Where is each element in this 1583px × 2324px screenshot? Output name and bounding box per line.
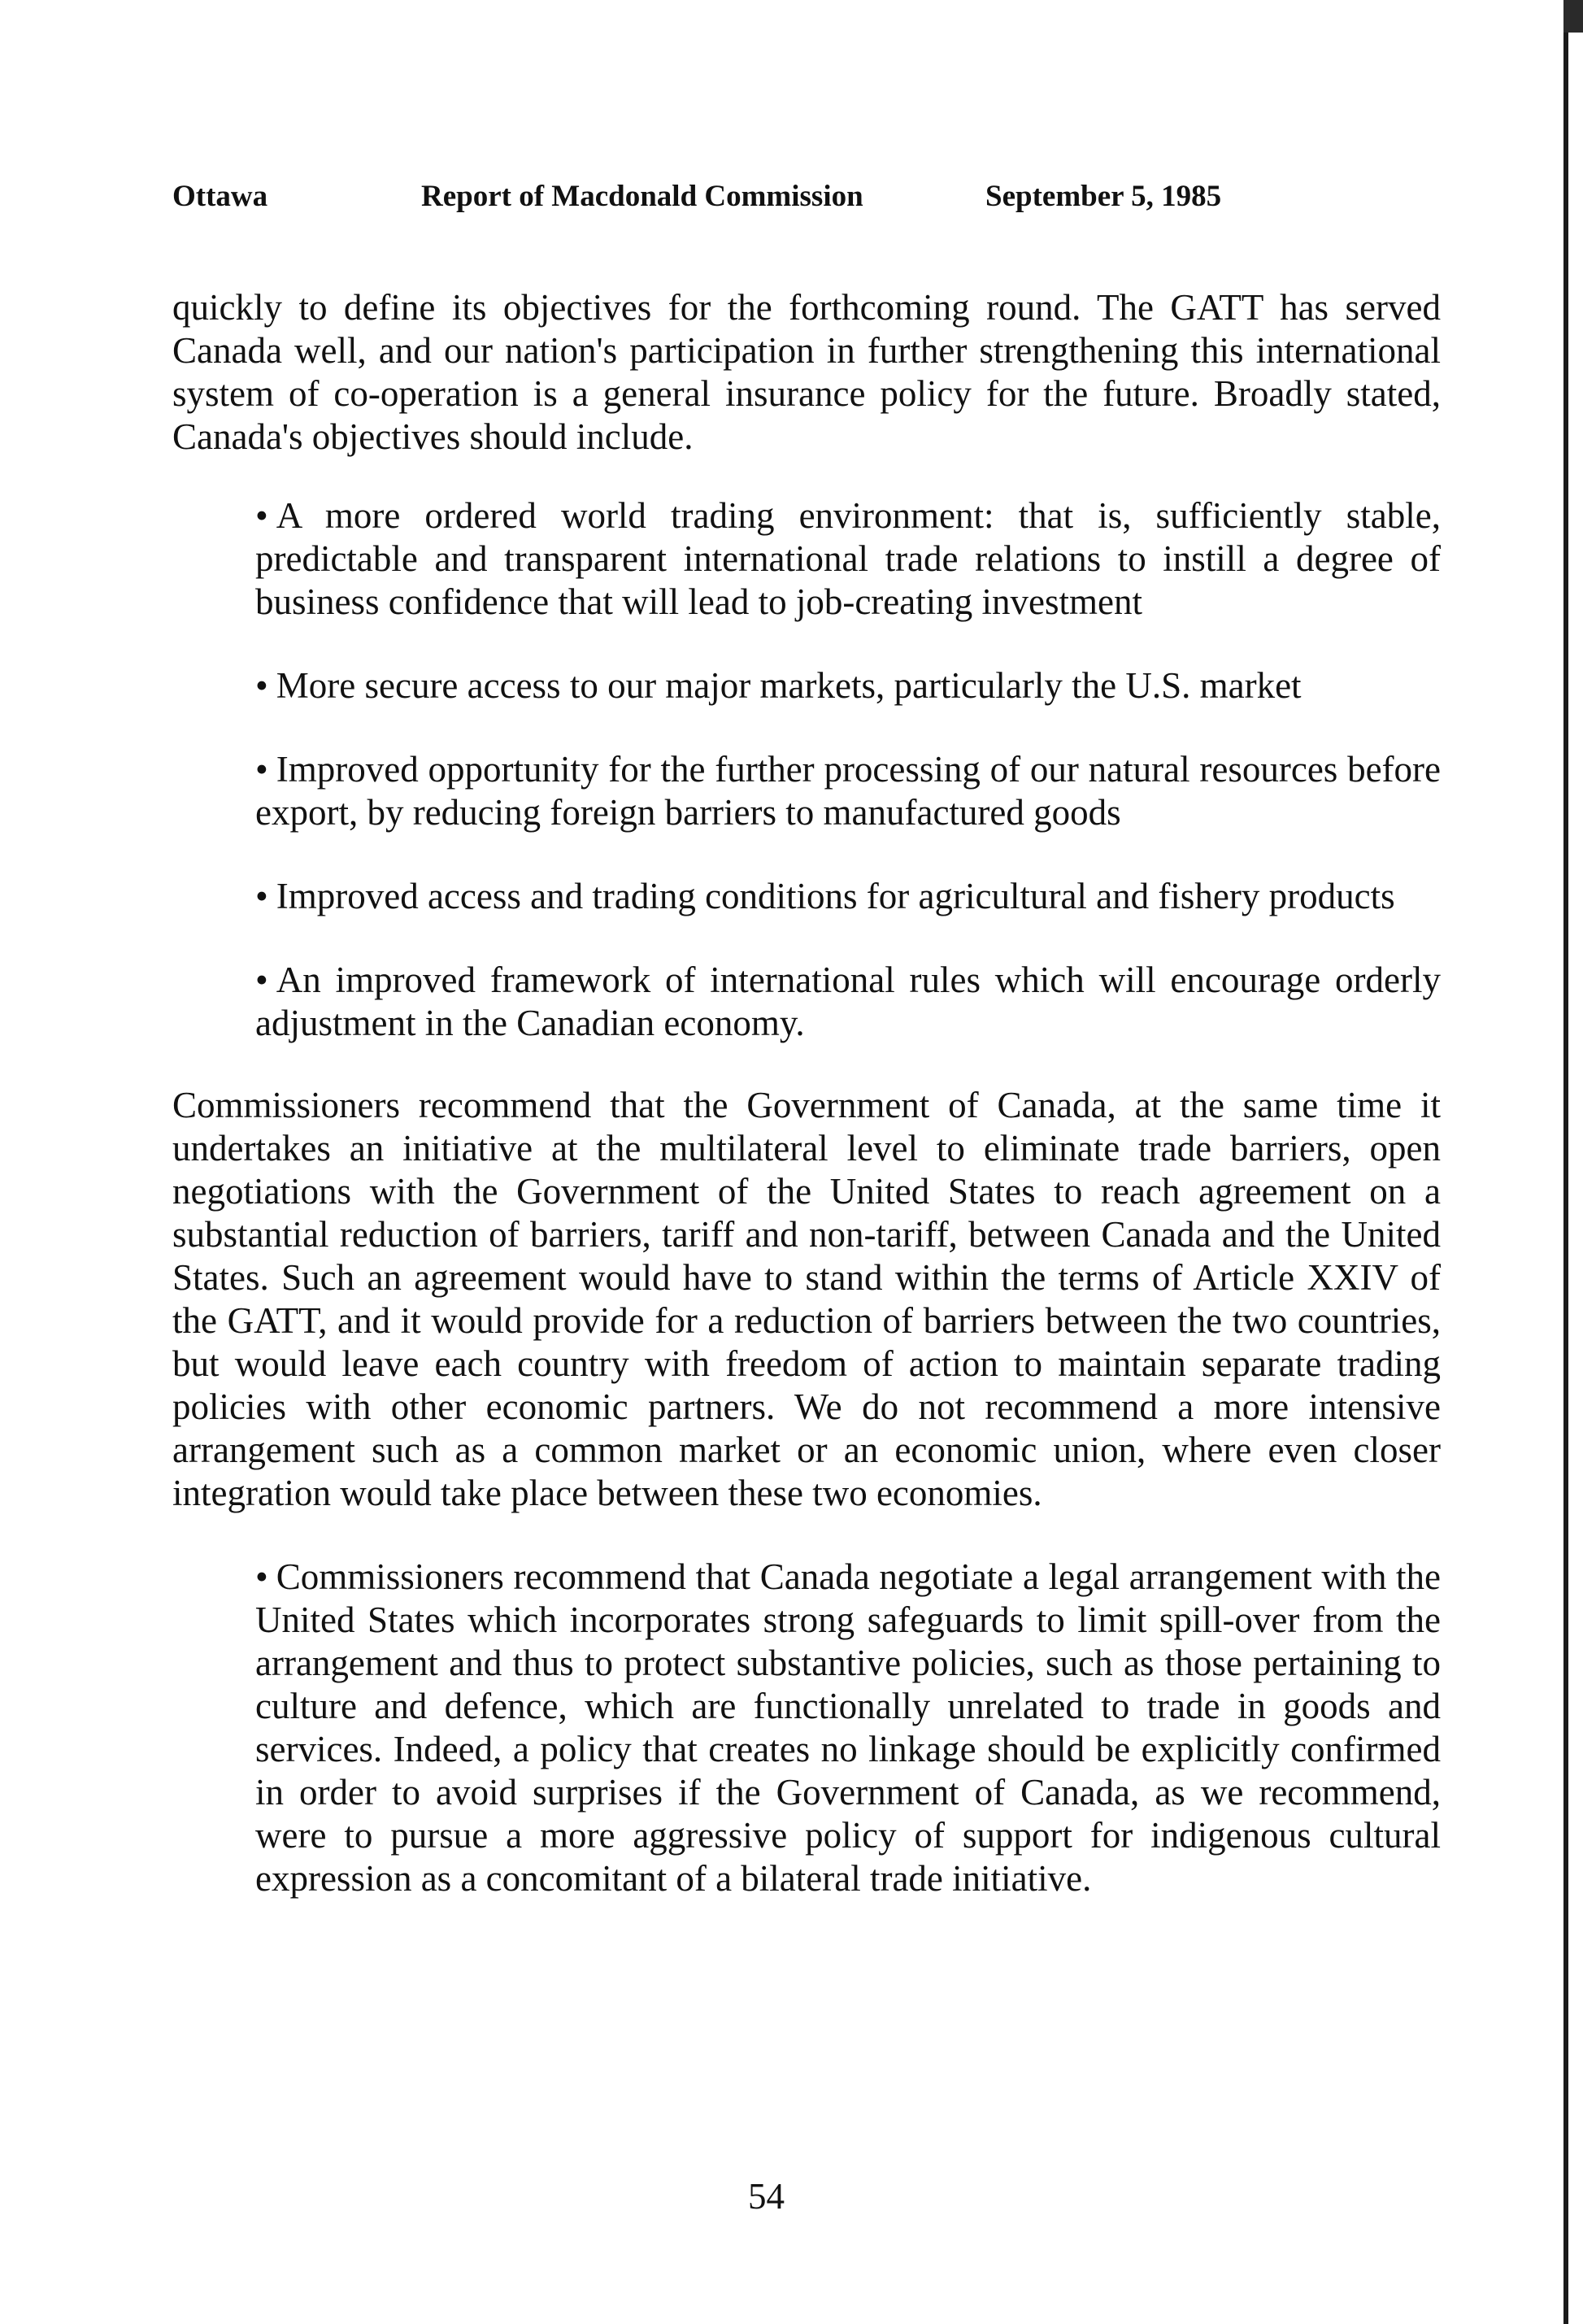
page-number: 54 bbox=[748, 2176, 785, 2217]
bullet-glyph: • bbox=[255, 960, 268, 1000]
header-title: Report of Macdonald Commission bbox=[421, 180, 863, 213]
recommendation-paragraph: Commissioners recommend that the Government of Canada, at the same time it undertakes an initiative at the multilateral level to eliminate trade barriers, open negotiations with the Government of the United States to reach agreement on a substantial reduction of barriers, tariff and non-tariff, between Canada and the United States. Such an agreement would have to stand within the terms of Article XXIV of the GATT, and it would provide for a reduction of barriers between the two countries, but would leave each country with freedom of action to maintain separate trading policies with other economic partners. We do not recommend a more intensive arrangement such as a common market or an economic union, where even closer integration would take place between these two economies. bbox=[172, 1085, 1441, 1513]
list-item bbox=[255, 1556, 1441, 1900]
bullet-glyph: • bbox=[255, 1556, 268, 1597]
document-body bbox=[172, 286, 1441, 1900]
scan-edge-line bbox=[1563, 0, 1568, 2324]
bullet-glyph: • bbox=[255, 876, 268, 916]
objectives-list bbox=[172, 494, 1441, 1045]
scan-edge-corner bbox=[1563, 0, 1583, 33]
objective-text: Improved opportunity for the further processing of our natural resources before export, by reducing foreign barriers to manufactured goods bbox=[255, 749, 1441, 833]
list-item bbox=[255, 959, 1441, 1045]
page-header bbox=[172, 179, 1441, 224]
list-item bbox=[255, 494, 1441, 624]
objective-text: Improved access and trading conditions for agricultural and fishery products bbox=[276, 876, 1395, 916]
header-place: Ottawa bbox=[172, 180, 268, 213]
intro-paragraph: quickly to define its objectives for the forthcoming round. The GATT has served Canada well, and our nation's participation in further strengthening this international system of co-operation is a general insurance policy for the future. Broadly stated, Canada's objectives should include. bbox=[172, 287, 1441, 457]
objective-text: A more ordered world trading environment: that is, sufficiently stable, predictable and transparent international trade relations to instill a degree of business confidence that will lead to job-creating investment bbox=[255, 495, 1441, 622]
list-item bbox=[255, 664, 1441, 707]
objective-text: More secure access to our major markets, particularly the U.S. market bbox=[276, 665, 1302, 706]
safeguards-list bbox=[172, 1556, 1441, 1900]
bullet-glyph: • bbox=[255, 665, 268, 706]
header-date: September 5, 1985 bbox=[985, 180, 1222, 213]
list-item bbox=[255, 875, 1441, 918]
bullet-glyph: • bbox=[255, 495, 268, 536]
list-item bbox=[255, 748, 1441, 834]
bullet-glyph: • bbox=[255, 749, 268, 790]
safeguards-text: Commissioners recommend that Canada negotiate a legal arrangement with the United States which incorporates strong safeguards to limit spill-over from the arrangement and thus to protect substantive policies, such as those pertaining to culture and defence, which are functionally unrelated to trade in goods and services. Indeed, a policy that creates no linkage should be explicitly confirmed in order to avoid surprises if the Government of Canada, as we recommend, were to pursue a more aggressive policy of support for indigenous cultural expression as a concomitant of a bilateral trade initiative. bbox=[255, 1556, 1441, 1899]
objective-text: An improved framework of international rules which will encourage orderly adjustment in the Canadian economy. bbox=[255, 960, 1441, 1043]
